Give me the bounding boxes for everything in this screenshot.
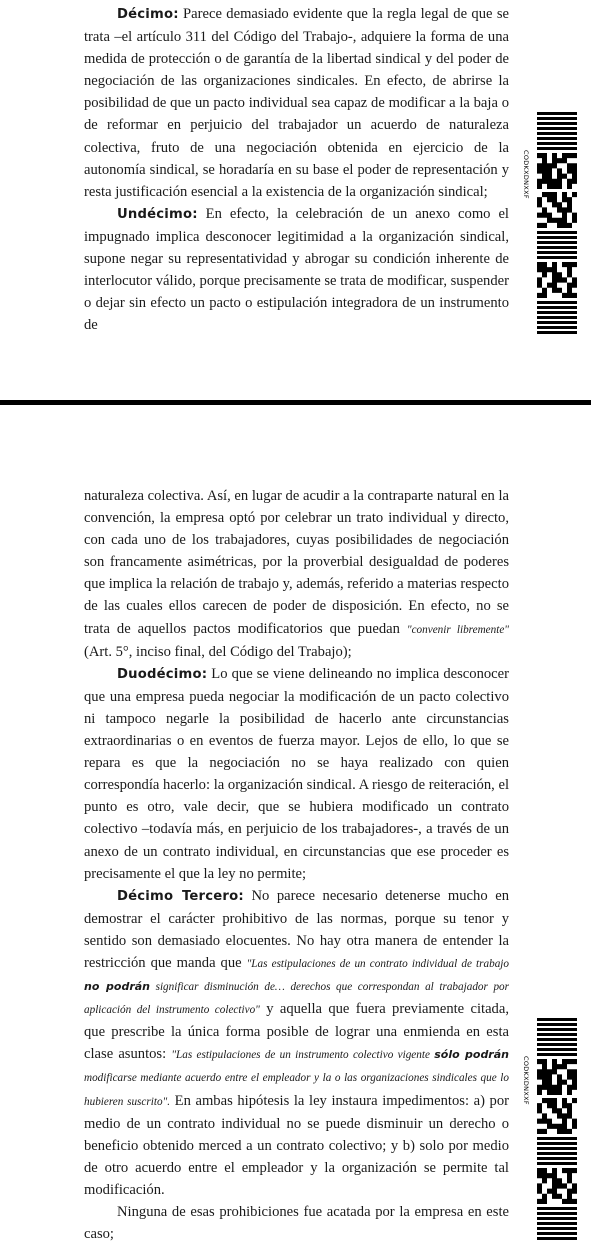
- verification-code-graphic: [537, 1018, 577, 1242]
- page-1-text: [84, 3, 509, 336]
- inline-quote-emphasis: no podrán: [84, 980, 150, 994]
- inline-quote: modificarse mediante acuerdo entre el empleador y la o las organizaciones sindicales que lo hubieren suscrito".: [84, 1072, 509, 1108]
- qr-code-icon: [537, 262, 577, 298]
- paragraph-undecimo: [84, 203, 509, 337]
- document-page-1: [0, 0, 591, 400]
- paragraph-text: Parece demasiado evidente que la regla legal de que se trata –el artículo 311 del Código del Trabajo-, adquiere la forma de una medida de protección o de garantía de la libertad sindical y del poder de negociación de las organizaciones sindicales. En efecto, de abrirse la posibilidad de que un pacto individual sea capaz de modificar a la baja o de reformar en perjuicio del trabajador un acuerdo de naturaleza colectiva, fruto de una negociación obtenida en ejercicio de la autonomía sindical, se horadaría en su base el poder de representación y resta justificación esencial a la existencia de la organización sindical;: [84, 6, 509, 200]
- clause-heading: Undécimo:: [117, 206, 198, 222]
- paragraph-text: (Art. 5°, inciso final, del Código del Trabajo);: [84, 643, 352, 660]
- paragraph-duodecimo: [84, 663, 509, 885]
- qr-code-icon: [537, 1098, 577, 1134]
- page-separator: [0, 400, 591, 405]
- document-page-2: [0, 406, 591, 1243]
- paragraph-decimo-tercero: [84, 885, 509, 1201]
- paragraph-text: naturaleza colectiva. Así, en lugar de acudir a la contraparte natural en la convención, la empresa optó por celebrar un trato individual y directo, con cada uno de los trabajadores, cuyas posibilidades de negociación son francamente asimétricas, por la proverbial desigualdad de poderes que implica la relación de trabajo y, además, referido a materias respecto de las cuales ellos carecen de poder de disposición. En efecto, no se trata de aquellos pactos modificatorios que puedan: [84, 488, 509, 637]
- page-2-text: [84, 485, 509, 1245]
- inline-quote: "convenir libremente": [406, 623, 509, 636]
- barcode-top: [537, 1018, 577, 1056]
- inline-quote: significar disminución de… derechos que correspondan al trabajador por aplicación del instrumento colectivo": [84, 981, 510, 1017]
- paragraph-text: y aquella que fuera previamente citada, que prescribe la única forma posible de lograr una enmienda en esta clase asuntos:: [84, 1001, 509, 1063]
- qr-code-icon: [537, 1059, 577, 1095]
- qr-code-icon: [537, 153, 577, 189]
- verification-code-graphic: [537, 112, 577, 336]
- paragraph-text: En efecto, la celebración de un anexo como el impugnado implica desconocer legitimidad a la organización sindical, supone negar su representatividad y abrogar su condición inherente de interlocutor válido, porque precisamente se trata de modificar, suspender o dejar sin efecto un pacto o estipulación integradora de un instrumento de: [84, 205, 509, 334]
- barcode-top: [537, 112, 577, 150]
- paragraph-closing: [84, 1201, 509, 1245]
- barcode-bottom: [537, 1207, 577, 1240]
- clause-heading: Décimo:: [117, 7, 179, 22]
- barcode-bottom: [537, 301, 577, 334]
- barcode-middle: [537, 231, 577, 259]
- paragraph-text: Lo que se viene delineando no implica desconocer que una empresa pueda negociar la modificación de un pacto colectivo ni tampoco negarle la posibilidad de hacerlo ante circunstancias extraordinarias o en eventos de fuerza mayor. Lejos de ello, lo que se repara es que la negociación no se haya realizado con quien correspondía hacerlo: la organización sindical. A riesgo de reiteración, el punto es otro, vale decir, que se hubiera modificado un contrato colectivo –todavía más, en perjuicio de los trabajadores-, a través de un anexo de un contrato individual, en circunstancias que ese proceder es precisamente el que la ley no permite;: [84, 665, 509, 882]
- paragraph-continuation: [84, 485, 509, 663]
- verification-code-label: CODKXDNXXF: [522, 1056, 530, 1105]
- clause-heading: Décimo Tercero:: [117, 888, 244, 904]
- paragraph-text: No parece necesario detenerse mucho en demostrar el carácter prohibitivo de las normas, porque su tenor y sentido son demasiado elocuentes. No hay otra manera de entender la restricción que manda que: [84, 887, 509, 971]
- qr-code-icon: [537, 192, 577, 228]
- inline-quote-emphasis: sólo podrán: [434, 1048, 509, 1062]
- verification-code-label: CODKXDNXXF: [522, 150, 530, 199]
- paragraph-decimo: [84, 3, 509, 203]
- paragraph-text: Ninguna de esas prohibiciones fue acatada por la empresa en este caso;: [84, 1204, 509, 1243]
- barcode-middle: [537, 1137, 577, 1165]
- inline-quote: "Las estipulaciones de un instrumento colectivo vigente: [171, 1049, 435, 1062]
- paragraph-text: En ambas hipótesis la ley instaura impedimentos: a) por medio de un contrato individual no se puede disminuir un derecho o beneficio obtenido merced a un contrato colectivo; y b) solo por medio de otro acuerdo entre el empleador y la organización se permite tal modificación.: [84, 1092, 510, 1198]
- clause-heading: Duodécimo:: [117, 666, 208, 682]
- inline-quote: "Las estipulaciones de un contrato individual de trabajo: [246, 957, 509, 970]
- qr-code-icon: [537, 1168, 577, 1204]
